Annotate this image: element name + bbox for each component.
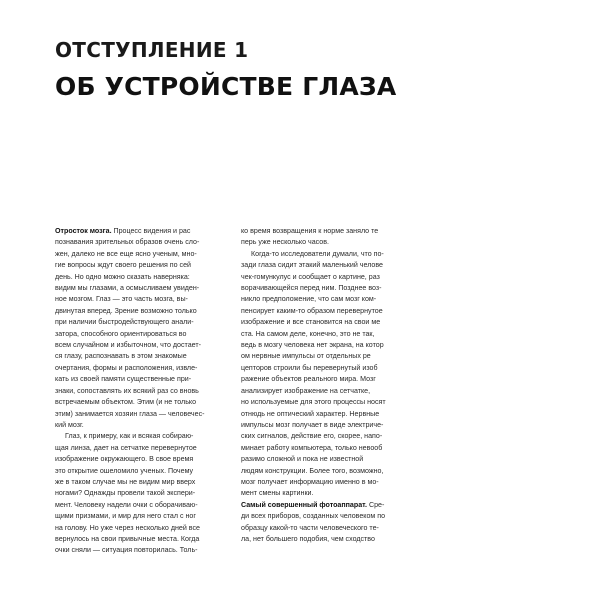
text-line: двинутая вперед. Зрение возможно только [55,306,197,315]
text-line: мент. Человеку надели очки с оборачиваю- [55,500,198,509]
text-line: день. Но одно можно сказать наверняка: [55,272,190,281]
text-line: ста. На самом деле, конечно, это не так, [241,329,375,338]
text-line: кий мозг. [55,420,84,429]
text-line: при наличии быстродействующего анали- [55,318,194,327]
text-line: зади глаза сидит этакий маленький челове [241,261,384,270]
section-kicker: ОТСТУПЛЕНИЕ 1 [55,38,249,62]
page-title: ОБ УСТРОЙСТВЕ ГЛАЗА [55,72,397,101]
text-line: разимо сложной и пока не известной [241,455,364,464]
text-line: ко время возвращения к норме заняло те [241,227,379,235]
text-line: мент смены картинки. [241,489,314,498]
text-line: перь уже несколько часов. [241,238,329,247]
text-line: мозг получает информацию именно в мо- [241,477,379,486]
paragraph-first-line [241,500,416,511]
text-line: цепторов строили бы перевернутый изоб [241,363,378,372]
text-line: отнюдь не оптический характер. Нервные [241,409,380,418]
text-line: щими призмами, и мир для него стал с ног [55,512,196,521]
text-line: ное мозгом. Глаз — это часть мозга, вы- [55,295,188,304]
lead-text: Сре- [366,500,385,509]
text-line: очертания, формы и расположения, извле- [55,363,198,372]
text-line: людям конструкции. Более того, возможно, [241,466,384,475]
text-line: но используемые для этого процессы носят [241,398,386,407]
text-line: изображение окружающего. В свое время [55,455,194,464]
text-line: никло предположение, что сам мозг ком- [241,295,377,304]
text-line: импульсы мозг получает в виде электриче- [241,420,384,429]
text-line: ведь в мозгу человека нет экрана, на котор [241,341,384,350]
text-line: образцу какой-то части человеческого те- [241,523,379,532]
text-line: ворачивающейся перед ним. Позднее воз- [241,284,382,293]
text-line: вернулось на свои привычные места. Когда [55,534,200,543]
text-line: ражение объектов реального мира. Мозг [241,375,376,384]
text-line: познавания зрительных образов очень сло- [55,238,200,247]
text-line: Глаз, к примеру, как и всякая собираю- [65,432,194,441]
text-line: очки сняли — ситуация повторилась. Толь- [55,546,198,555]
text-line: на голову. Но уже через несколько дней все [55,523,200,532]
text-line: ских сигналов, действие его, скорее, напо- [241,432,383,441]
text-line: анализирует изображение на сетчатке, [241,386,371,395]
text-line: же в таком случае мы не видим мир вверх [55,477,196,486]
text-line: встречаемым объектом. Этим (и не только [55,398,197,407]
lead-text: Процесс видения и рас [111,227,191,235]
lead-heading: Самый совершенный фотоаппарат. [241,500,367,509]
text-line: пенсирует каким-то образом перевернутое [241,306,383,315]
text-line: знаки, сопоставлять их всякий раз со вновь [55,386,199,395]
text-line: ся глазу, распознавать в этом знакомые [55,352,187,361]
text-line: гие вопросы ждут своего решения по сей [55,261,192,270]
lead-heading: Отросток мозга. [55,227,112,235]
text-line: кать из своей памяти существенные при- [55,375,192,384]
text-line: видим мы глазами, а осмысливаем увиден- [55,284,200,293]
text-line: минает работу компьютера, только невооб [241,443,383,452]
text-line: это открытие ошеломило ученых. Почему [55,466,194,475]
text-line: ла, нет большего подобия, чем сходство [241,534,375,543]
text-line: изображение и все становится на свои ме [241,318,381,327]
right-column [241,226,416,545]
text-line: этим) занимается хозяин глаза — человечес- [55,409,205,418]
text-line: ногами? Однажды провели такой экспери- [55,489,196,498]
paragraph-first-line [55,226,230,237]
left-column [55,226,230,557]
text-line: щая линза, дает на сетчатке перевернутое [55,443,197,452]
text-line: ом нервные импульсы от отдельных ре [241,352,371,361]
text-line: ди всех приборов, созданных человеком по [241,512,386,521]
text-line: всем случайном и избыточном, что достает- [55,341,201,350]
text-line: Когда-то исследователи думали, что по- [251,249,384,258]
text-line: чек-гомункулус и сообщает о картине, раз [241,272,380,281]
text-line: затора, способного ориентироваться во [55,329,187,338]
text-line: жен, далеко не все еще ясно ученым, мно- [55,249,197,258]
